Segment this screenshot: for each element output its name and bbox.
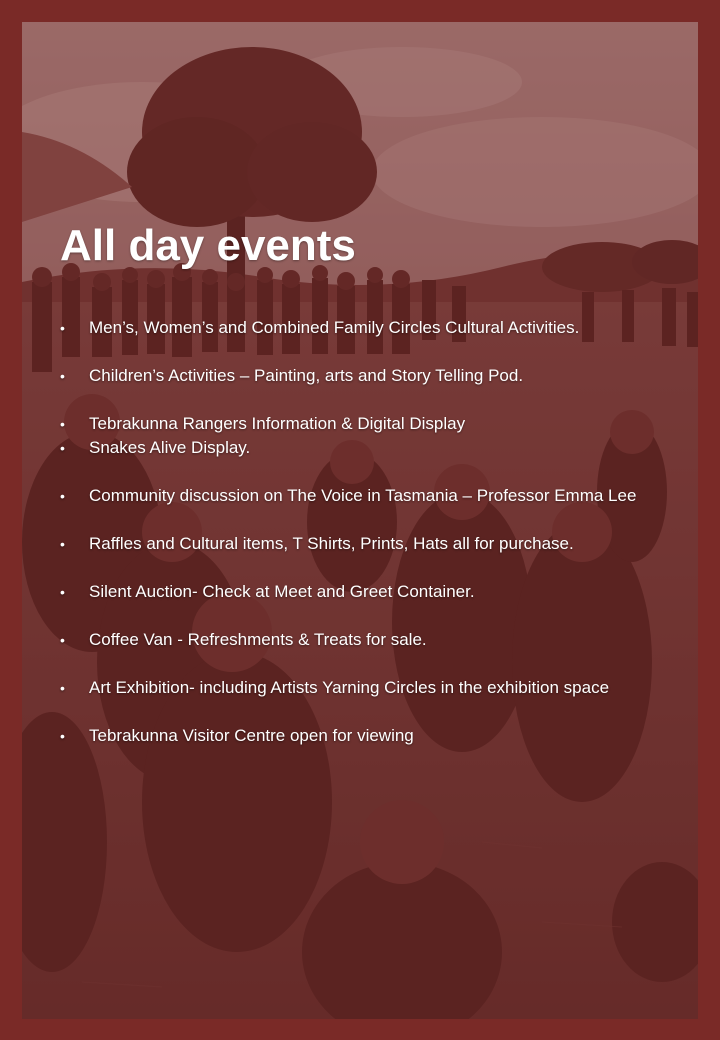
event-text: Community discussion on The Voice in Tasmania – Professor Emma Lee bbox=[89, 486, 637, 505]
list-item bbox=[60, 580, 660, 604]
list-item bbox=[60, 484, 660, 508]
list-item bbox=[60, 364, 660, 388]
event-text: Art Exhibition- including Artists Yarning Circles in the exhibition space bbox=[89, 678, 610, 697]
event-text: Tebrakunna Visitor Centre open for viewing bbox=[89, 726, 414, 745]
list-item bbox=[60, 628, 660, 652]
event-text: Silent Auction- Check at Meet and Greet Container. bbox=[89, 582, 475, 601]
page-title: All day events bbox=[60, 221, 356, 270]
list-item bbox=[60, 724, 660, 748]
list-item bbox=[60, 436, 660, 460]
list-item bbox=[60, 676, 660, 700]
bullet-icon: • bbox=[60, 368, 65, 384]
bullet-icon: • bbox=[60, 680, 65, 696]
events-list bbox=[60, 316, 660, 772]
event-text: Tebrakunna Rangers Information & Digital Display bbox=[89, 414, 466, 433]
event-text: Children’s Activities – Painting, arts and Story Telling Pod. bbox=[89, 366, 524, 385]
event-text: Raffles and Cultural items, T Shirts, Prints, Hats all for purchase. bbox=[89, 534, 574, 553]
bullet-icon: • bbox=[60, 632, 65, 648]
event-text: Men’s, Women’s and Combined Family Circles Cultural Activities. bbox=[89, 318, 580, 337]
bullet-icon: • bbox=[60, 416, 65, 432]
bullet-icon: • bbox=[60, 440, 65, 456]
list-item bbox=[60, 532, 660, 556]
list-item bbox=[60, 412, 660, 436]
bullet-icon: • bbox=[60, 728, 65, 744]
list-item bbox=[60, 316, 660, 340]
bullet-icon: • bbox=[60, 320, 65, 336]
bullet-icon: • bbox=[60, 536, 65, 552]
event-text: Coffee Van - Refreshments & Treats for sale. bbox=[89, 630, 427, 649]
event-text: Snakes Alive Display. bbox=[89, 438, 251, 457]
bullet-icon: • bbox=[60, 488, 65, 504]
bullet-icon: • bbox=[60, 584, 65, 600]
